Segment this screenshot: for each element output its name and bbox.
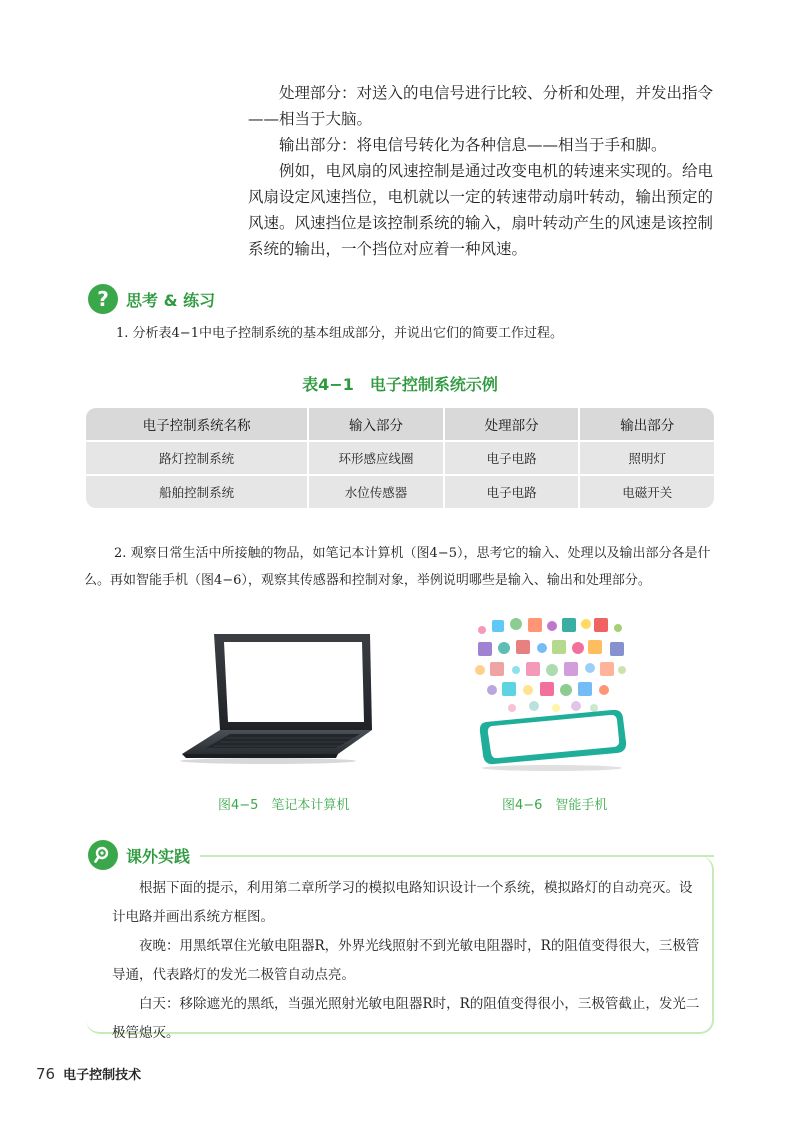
table-header-cell: 输出部分 [580, 408, 714, 440]
table-cell: 环形感应线圈 [309, 442, 443, 474]
body-paragraph-processing: 处理部分：对送入的电信号进行比较、分析和处理，并发出指令——相当于大脑。 [248, 84, 714, 128]
table-header-cell: 电子控制系统名称 [86, 408, 307, 440]
page-footer [36, 1064, 141, 1083]
magnifier-icon [88, 840, 118, 870]
table-cell: 船舶控制系统 [86, 476, 307, 508]
practice-paragraph: 夜晚：用黑纸罩住光敏电阻器R，外界光线照射不到光敏电阻器时，R的阻值变得很大，三极管导通，代表路灯的发光二极管自动点亮。 [112, 938, 700, 983]
table-header-row [86, 408, 714, 440]
table-container [84, 406, 716, 510]
laptop-illustration [178, 630, 378, 765]
practice-paragraph: 根据下面的提示，利用第二章所学习的模拟电路知识设计一个系统，模拟路灯的自动亮灭。设计电路并画出系统方框图。 [112, 880, 693, 925]
table-header-cell: 处理部分 [445, 408, 579, 440]
practice-heading [88, 840, 190, 870]
practice-content [112, 874, 700, 1048]
page-number: 76 [36, 1065, 56, 1083]
table-title: 表4−1 电子控制系统示例 [302, 375, 498, 394]
table-cell: 电子电路 [445, 476, 579, 508]
body-paragraph-output: 输出部分：将电信号转化为各种信息——相当于手和脚。 [279, 136, 667, 154]
table-row [86, 442, 714, 474]
figure-caption-smartphone: 图4−6 智能手机 [502, 798, 608, 813]
figure-caption-laptop: 图4−5 笔记本计算机 [218, 798, 350, 813]
table-cell: 电子电路 [445, 442, 579, 474]
think-heading [88, 284, 215, 314]
table-cell: 电磁开关 [580, 476, 714, 508]
table-header-cell: 输入部分 [309, 408, 443, 440]
body-paragraph-example: 例如，电风扇的风速控制是通过改变电机的转速来实现的。给电风扇设定风速挡位，电机就以一定的转速带动扇叶转动，输出预定的风速。风速挡位是该控制系统的输入，扇叶转动产生的风速是该控制系统的输出，一个挡位对应着一种风速。 [248, 162, 714, 258]
book-title: 电子控制技术 [63, 1068, 142, 1083]
smartphone-icon [472, 612, 632, 772]
system-examples-table [84, 406, 716, 510]
practice-divider [200, 855, 714, 857]
think-title: 思考 & 练习 [126, 290, 216, 310]
think-question-1: 1. 分析表4−1中电子控制系统的基本组成部分，并说出它们的简要工作过程。 [116, 326, 563, 341]
table-cell: 路灯控制系统 [86, 442, 307, 474]
table-cell: 照明灯 [580, 442, 714, 474]
laptop-icon [178, 630, 378, 765]
table-row [86, 476, 714, 508]
think-question-2: 2. 观察日常生活中所接触的物品，如笔记本计算机（图4−5），思考它的输入、处理以及输出部分各是什么。再如智能手机（图4−6），观察其传感器和控制对象，举例说明哪些是输入、输出和处理部分。 [84, 546, 711, 588]
table-cell: 水位传感器 [309, 476, 443, 508]
practice-title: 课外实践 [126, 846, 191, 866]
smartphone-illustration [472, 612, 632, 772]
practice-paragraph: 白天：移除遮光的黑纸，当强光照射光敏电阻器R时，R的阻值变得很小，三极管截止，发光二极管熄灭。 [112, 996, 700, 1041]
question-icon: ? [88, 284, 118, 314]
